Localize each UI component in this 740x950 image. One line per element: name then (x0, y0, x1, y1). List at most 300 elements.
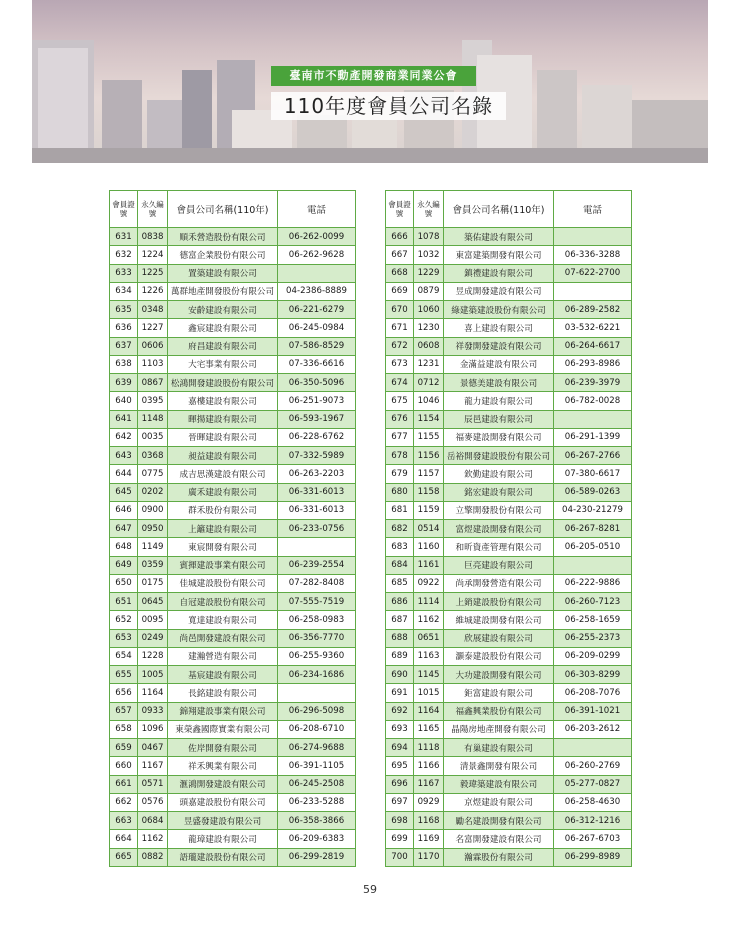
permanent-no-header: 永久編號 (414, 191, 444, 228)
table-row (386, 355, 632, 373)
member-no-cell: 698 (386, 812, 414, 830)
phone-cell: 06-589-0263 (554, 483, 632, 501)
company-name-cell: 岳裕開發建設股份有限公司 (444, 447, 554, 465)
phone-cell (554, 228, 632, 246)
table-row (386, 538, 632, 556)
member-table-right (385, 190, 632, 867)
permanent-no-cell: 1165 (414, 720, 444, 738)
company-name-cell: 瀚霖股份有限公司 (444, 848, 554, 866)
page-number: 59 (363, 883, 377, 896)
phone-cell (554, 282, 632, 300)
member-no-cell: 640 (110, 392, 138, 410)
company-name-cell: 安齡建設有限公司 (168, 301, 278, 319)
permanent-no-cell: 1161 (414, 556, 444, 574)
member-no-cell: 659 (110, 739, 138, 757)
table-row (110, 611, 356, 629)
table-row (110, 647, 356, 665)
company-name-cell: 毅瑋築建設有限公司 (444, 775, 554, 793)
permanent-no-cell: 0608 (414, 337, 444, 355)
company-name-cell: 昶益建設有限公司 (168, 447, 278, 465)
table-row (110, 757, 356, 775)
table-row (110, 702, 356, 720)
member-no-cell: 634 (110, 282, 138, 300)
company-name-cell: 景德美建設有限公司 (444, 374, 554, 392)
member-no-cell: 646 (110, 501, 138, 519)
company-name-cell: 暉揚建設有限公司 (168, 410, 278, 428)
permanent-no-cell: 1156 (414, 447, 444, 465)
phone-cell: 07-622-2700 (554, 264, 632, 282)
company-name-cell: 佳城建設股份有限公司 (168, 574, 278, 592)
table-row (110, 720, 356, 738)
permanent-no-cell: 1164 (138, 684, 168, 702)
member-no-cell: 638 (110, 355, 138, 373)
member-no-cell: 672 (386, 337, 414, 355)
table-row (110, 392, 356, 410)
phone-cell: 06-391-1105 (278, 757, 356, 775)
company-header: 會員公司名稱(110年) (444, 191, 554, 228)
header-banner (32, 0, 708, 163)
phone-cell: 06-233-0756 (278, 520, 356, 538)
company-name-cell: 名富開發建設有限公司 (444, 830, 554, 848)
member-no-header: 會員證號 (110, 191, 138, 228)
member-no-cell: 657 (110, 702, 138, 720)
permanent-no-cell: 1015 (414, 684, 444, 702)
permanent-no-cell: 0712 (414, 374, 444, 392)
table-row (386, 702, 632, 720)
phone-cell: 06-234-1686 (278, 666, 356, 684)
phone-cell: 06-208-6710 (278, 720, 356, 738)
permanent-no-cell: 0775 (138, 465, 168, 483)
company-name-cell: 福麥建設開發有限公司 (444, 428, 554, 446)
company-name-cell: 佐岸開發有限公司 (168, 739, 278, 757)
company-name-cell: 廣禾建設有限公司 (168, 483, 278, 501)
table-row (386, 246, 632, 264)
phone-cell: 07-332-5989 (278, 447, 356, 465)
member-no-cell: 667 (386, 246, 414, 264)
phone-cell: 06-331-6013 (278, 501, 356, 519)
table-row (110, 228, 356, 246)
member-no-cell: 643 (110, 447, 138, 465)
table-row (386, 666, 632, 684)
company-name-cell: 有巢建設有限公司 (444, 739, 554, 757)
phone-cell: 06-263-2203 (278, 465, 356, 483)
phone-cell: 06-228-6762 (278, 428, 356, 446)
table-row (110, 538, 356, 556)
phone-cell: 06-356-7770 (278, 629, 356, 647)
member-no-cell: 670 (386, 301, 414, 319)
company-name-cell: 維城建設開發有限公司 (444, 611, 554, 629)
phone-cell (554, 556, 632, 574)
table-row (110, 264, 356, 282)
member-no-cell: 648 (110, 538, 138, 556)
permanent-no-cell: 0035 (138, 428, 168, 446)
member-no-cell: 687 (386, 611, 414, 629)
company-name-cell: 鑫宸建設有限公司 (168, 319, 278, 337)
permanent-no-cell: 0249 (138, 629, 168, 647)
phone-cell: 07-282-8408 (278, 574, 356, 592)
company-name-cell: 長銘建設有限公司 (168, 684, 278, 702)
phone-cell: 06-260-7123 (554, 593, 632, 611)
company-name-cell: 晶陽房地產開發有限公司 (444, 720, 554, 738)
member-no-cell: 675 (386, 392, 414, 410)
company-name-cell: 置築建設有限公司 (168, 264, 278, 282)
phone-cell: 06-258-4630 (554, 793, 632, 811)
member-no-cell: 663 (110, 812, 138, 830)
company-name-cell: 昱成開發建設有限公司 (444, 282, 554, 300)
phone-cell: 06-312-1216 (554, 812, 632, 830)
table-row (110, 830, 356, 848)
phone-cell: 03-532-6221 (554, 319, 632, 337)
permanent-no-cell: 0467 (138, 739, 168, 757)
table-row (386, 337, 632, 355)
permanent-no-cell: 1157 (414, 465, 444, 483)
permanent-no-cell: 0838 (138, 228, 168, 246)
phone-header: 電話 (278, 191, 356, 228)
permanent-no-cell: 1149 (138, 538, 168, 556)
member-no-cell: 632 (110, 246, 138, 264)
permanent-no-cell: 1159 (414, 501, 444, 519)
member-no-cell: 654 (110, 647, 138, 665)
member-no-cell: 691 (386, 684, 414, 702)
permanent-no-cell: 1103 (138, 355, 168, 373)
permanent-no-cell: 0879 (414, 282, 444, 300)
member-no-cell: 690 (386, 666, 414, 684)
table-row (110, 447, 356, 465)
table-row (386, 848, 632, 866)
company-name-cell: 府昌建設有限公司 (168, 337, 278, 355)
table-row (110, 410, 356, 428)
permanent-no-cell: 1148 (138, 410, 168, 428)
permanent-no-cell: 1005 (138, 666, 168, 684)
company-name-cell: 寬達建設有限公司 (168, 611, 278, 629)
phone-cell: 04-230-21279 (554, 501, 632, 519)
permanent-no-cell: 0684 (138, 812, 168, 830)
permanent-no-cell: 0882 (138, 848, 168, 866)
company-name-cell: 大宅事業有限公司 (168, 355, 278, 373)
member-no-cell: 661 (110, 775, 138, 793)
table-row (386, 812, 632, 830)
member-no-cell: 660 (110, 757, 138, 775)
company-name-cell: 賓揮建設事業有限公司 (168, 556, 278, 574)
company-name-cell: 綠建築建設股份有限公司 (444, 301, 554, 319)
phone-cell: 06-239-2554 (278, 556, 356, 574)
phone-cell: 06-264-6617 (554, 337, 632, 355)
permanent-no-cell: 0395 (138, 392, 168, 410)
company-name-cell: 龍璋建設有限公司 (168, 830, 278, 848)
table-row (386, 574, 632, 592)
phone-cell: 06-331-6013 (278, 483, 356, 501)
table-row (386, 793, 632, 811)
phone-cell: 06-289-2582 (554, 301, 632, 319)
permanent-no-cell: 0900 (138, 501, 168, 519)
company-name-cell: 富煜建設開發有限公司 (444, 520, 554, 538)
company-name-cell: 東榮鑫國際實業有限公司 (168, 720, 278, 738)
company-name-cell: 昱盛發建設有限公司 (168, 812, 278, 830)
member-no-cell: 676 (386, 410, 414, 428)
member-no-cell: 636 (110, 319, 138, 337)
member-no-cell: 662 (110, 793, 138, 811)
member-no-cell: 693 (386, 720, 414, 738)
phone-cell: 06-209-0299 (554, 647, 632, 665)
company-name-cell: 欽勤建設有限公司 (444, 465, 554, 483)
permanent-no-cell: 1168 (414, 812, 444, 830)
company-header: 會員公司名稱(110年) (168, 191, 278, 228)
member-no-cell: 664 (110, 830, 138, 848)
phone-cell: 06-291-1399 (554, 428, 632, 446)
table-row (110, 556, 356, 574)
phone-cell: 06-391-1021 (554, 702, 632, 720)
permanent-no-cell: 1227 (138, 319, 168, 337)
table-row (110, 629, 356, 647)
permanent-no-cell: 1225 (138, 264, 168, 282)
company-name-cell: 龍力建設有限公司 (444, 392, 554, 410)
table-row (110, 574, 356, 592)
table-row (386, 501, 632, 519)
table-row (110, 246, 356, 264)
member-no-cell: 696 (386, 775, 414, 793)
permanent-no-cell: 0571 (138, 775, 168, 793)
permanent-no-cell: 0950 (138, 520, 168, 538)
member-table-left (109, 190, 356, 867)
phone-cell: 04-2386-8889 (278, 282, 356, 300)
member-no-cell: 637 (110, 337, 138, 355)
member-no-cell: 673 (386, 355, 414, 373)
table-row (386, 264, 632, 282)
phone-cell: 06-203-2612 (554, 720, 632, 738)
permanent-no-cell: 1096 (138, 720, 168, 738)
company-name-cell: 金滿益建設有限公司 (444, 355, 554, 373)
member-no-cell: 697 (386, 793, 414, 811)
phone-cell (554, 739, 632, 757)
phone-cell: 06-205-0510 (554, 538, 632, 556)
phone-cell (278, 264, 356, 282)
phone-cell: 06-358-3866 (278, 812, 356, 830)
phone-cell: 07-336-6616 (278, 355, 356, 373)
member-no-cell: 633 (110, 264, 138, 282)
phone-cell: 06-255-9360 (278, 647, 356, 665)
company-name-cell: 巨亮建設有限公司 (444, 556, 554, 574)
phone-cell: 06-267-8281 (554, 520, 632, 538)
company-name-cell: 和昕資產管理有限公司 (444, 538, 554, 556)
company-name-cell: 松鴻開發建設股份有限公司 (168, 374, 278, 392)
permanent-no-cell: 1164 (414, 702, 444, 720)
member-no-cell: 674 (386, 374, 414, 392)
permanent-no-cell: 1154 (414, 410, 444, 428)
permanent-no-cell: 1163 (414, 647, 444, 665)
member-no-cell: 695 (386, 757, 414, 775)
permanent-no-cell: 0922 (414, 574, 444, 592)
table-row (110, 520, 356, 538)
member-no-cell: 688 (386, 629, 414, 647)
table-row (110, 301, 356, 319)
company-name-cell: 德富企業股份有限公司 (168, 246, 278, 264)
table-row (110, 465, 356, 483)
permanent-no-header: 永久編號 (138, 191, 168, 228)
phone-cell: 06-208-7076 (554, 684, 632, 702)
company-name-cell: 成吉思漢建設有限公司 (168, 465, 278, 483)
company-name-cell: 尚承開發營造有限公司 (444, 574, 554, 592)
permanent-no-cell: 1162 (138, 830, 168, 848)
permanent-no-cell: 0202 (138, 483, 168, 501)
permanent-no-cell: 0175 (138, 574, 168, 592)
permanent-no-cell: 0576 (138, 793, 168, 811)
table-row (386, 593, 632, 611)
phone-cell: 06-245-2508 (278, 775, 356, 793)
phone-cell: 06-782-0028 (554, 392, 632, 410)
company-name-cell: 喜上建設有限公司 (444, 319, 554, 337)
company-name-cell: 勵名建設開發有限公司 (444, 812, 554, 830)
company-name-cell: 立擎開發股份有限公司 (444, 501, 554, 519)
phone-cell: 06-255-2373 (554, 629, 632, 647)
permanent-no-cell: 0606 (138, 337, 168, 355)
member-no-cell: 681 (386, 501, 414, 519)
member-no-cell: 635 (110, 301, 138, 319)
table-row (386, 447, 632, 465)
table-row (386, 392, 632, 410)
permanent-no-cell: 1167 (138, 757, 168, 775)
member-no-cell: 642 (110, 428, 138, 446)
phone-cell (278, 684, 356, 702)
member-no-cell: 656 (110, 684, 138, 702)
table-row (386, 775, 632, 793)
member-no-cell: 651 (110, 593, 138, 611)
company-name-cell: 銘宏建設有限公司 (444, 483, 554, 501)
company-name-cell: 群禾股份有限公司 (168, 501, 278, 519)
company-name-cell: 上籬建設有限公司 (168, 520, 278, 538)
permanent-no-cell: 1167 (414, 775, 444, 793)
permanent-no-cell: 0929 (414, 793, 444, 811)
permanent-no-cell: 1078 (414, 228, 444, 246)
phone-cell: 06-262-9628 (278, 246, 356, 264)
member-no-cell: 639 (110, 374, 138, 392)
page-title: 110年度會員公司名錄 (271, 92, 506, 120)
company-name-cell: 鎮禮建設有限公司 (444, 264, 554, 282)
table-header-row (110, 191, 356, 228)
table-row (386, 319, 632, 337)
member-no-cell: 680 (386, 483, 414, 501)
table-row (110, 793, 356, 811)
permanent-no-cell: 1145 (414, 666, 444, 684)
company-name-cell: 錦翔建設事業有限公司 (168, 702, 278, 720)
table-row (386, 739, 632, 757)
member-no-cell: 686 (386, 593, 414, 611)
table-row (110, 501, 356, 519)
member-no-cell: 684 (386, 556, 414, 574)
table-row (110, 812, 356, 830)
company-name-cell: 祥發開發建設有限公司 (444, 337, 554, 355)
permanent-no-cell: 1224 (138, 246, 168, 264)
table-row (386, 301, 632, 319)
permanent-no-cell: 0359 (138, 556, 168, 574)
company-name-cell: 築佑建設有限公司 (444, 228, 554, 246)
table-row (386, 757, 632, 775)
table-row (110, 593, 356, 611)
table-row (386, 684, 632, 702)
table-row (110, 775, 356, 793)
permanent-no-cell: 1060 (414, 301, 444, 319)
phone-cell: 06-251-9073 (278, 392, 356, 410)
table-row (110, 684, 356, 702)
company-name-cell: 上銷建設股份有限公司 (444, 593, 554, 611)
phone-cell: 06-350-5096 (278, 374, 356, 392)
member-no-cell: 683 (386, 538, 414, 556)
permanent-no-cell: 1169 (414, 830, 444, 848)
permanent-no-cell: 1162 (414, 611, 444, 629)
company-name-cell: 頭嘉建設股份有限公司 (168, 793, 278, 811)
phone-cell: 06-299-2819 (278, 848, 356, 866)
table-row (386, 629, 632, 647)
phone-cell: 06-303-8299 (554, 666, 632, 684)
company-name-cell: 晉暉建設有限公司 (168, 428, 278, 446)
member-no-cell: 699 (386, 830, 414, 848)
company-name-cell: 語瓏建設股份有限公司 (168, 848, 278, 866)
member-no-cell: 669 (386, 282, 414, 300)
permanent-no-cell: 0514 (414, 520, 444, 538)
member-no-cell: 644 (110, 465, 138, 483)
phone-cell: 06-245-0984 (278, 319, 356, 337)
permanent-no-cell: 0645 (138, 593, 168, 611)
table-row (386, 282, 632, 300)
company-name-cell: 嘉樓建設有限公司 (168, 392, 278, 410)
table-row (110, 282, 356, 300)
phone-cell: 06-274-9688 (278, 739, 356, 757)
member-no-cell: 647 (110, 520, 138, 538)
phone-cell: 06-258-1659 (554, 611, 632, 629)
phone-cell: 06-239-3979 (554, 374, 632, 392)
table-row (386, 611, 632, 629)
permanent-no-cell: 1155 (414, 428, 444, 446)
table-row (386, 374, 632, 392)
company-name-cell: 大功建設開發有限公司 (444, 666, 554, 684)
table-row (386, 830, 632, 848)
table-header-row (386, 191, 632, 228)
member-no-cell: 671 (386, 319, 414, 337)
table-row (110, 337, 356, 355)
table-row (386, 647, 632, 665)
company-name-cell: 東宸開發有限公司 (168, 538, 278, 556)
phone-cell: 06-209-6383 (278, 830, 356, 848)
phone-cell: 06-293-8986 (554, 355, 632, 373)
member-no-cell: 694 (386, 739, 414, 757)
company-name-cell: 東富建築開發有限公司 (444, 246, 554, 264)
member-no-cell: 685 (386, 574, 414, 592)
member-no-cell: 649 (110, 556, 138, 574)
permanent-no-cell: 0348 (138, 301, 168, 319)
phone-cell: 05-277-0827 (554, 775, 632, 793)
phone-cell: 06-233-5288 (278, 793, 356, 811)
phone-header: 電話 (554, 191, 632, 228)
table-row (110, 374, 356, 392)
table-row (110, 319, 356, 337)
company-name-cell: 萬群地產開發股份有限公司 (168, 282, 278, 300)
table-row (110, 483, 356, 501)
table-row (386, 720, 632, 738)
phone-cell: 06-296-5098 (278, 702, 356, 720)
company-name-cell: 鉅富建設有限公司 (444, 684, 554, 702)
permanent-no-cell: 1046 (414, 392, 444, 410)
permanent-no-cell: 1231 (414, 355, 444, 373)
phone-cell: 07-586-8529 (278, 337, 356, 355)
member-no-cell: 677 (386, 428, 414, 446)
company-name-cell: 欣展建設有限公司 (444, 629, 554, 647)
phone-cell: 06-258-0983 (278, 611, 356, 629)
permanent-no-cell: 1229 (414, 264, 444, 282)
table-row (386, 228, 632, 246)
table-row (110, 739, 356, 757)
member-no-cell: 678 (386, 447, 414, 465)
company-name-cell: 基宸建設有限公司 (168, 666, 278, 684)
permanent-no-cell: 1158 (414, 483, 444, 501)
